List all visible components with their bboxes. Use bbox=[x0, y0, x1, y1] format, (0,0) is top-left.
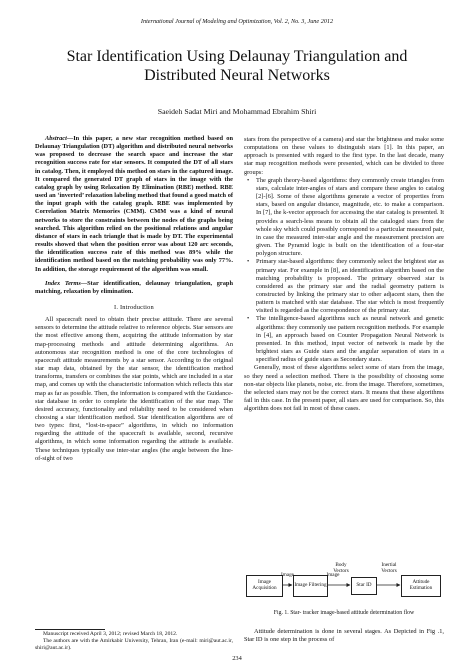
left-column bbox=[35, 135, 233, 463]
abstract-label: Abstract bbox=[45, 135, 67, 142]
right-intro-paragraph: stars from the perspective of a camera) and star the brightness and make some computations on these values to distinguish stars [1]. In this paper, an approach is presented with regard to the first type. In the last decade, many star map recognition methods were presented, which can be divided to three groups: bbox=[244, 136, 444, 176]
index-terms-text: —Star identification, delaunay triangulation, graph matching, relaxation by elimination. bbox=[35, 279, 233, 295]
attitude-estimation-box: Attitude Estimation bbox=[401, 575, 441, 597]
figure-1-flow-diagram bbox=[244, 553, 444, 605]
footnote-received: Manuscript received April 3, 2012; revised March 18, 2012. bbox=[43, 631, 178, 637]
figure-1-caption: Fig. 1. Star- tracker image-based attitude determination flow bbox=[273, 610, 415, 616]
author-line: Saeideh Sadat Miri and Mohammad Ebrahim Shiri bbox=[157, 107, 317, 116]
method-groups-list bbox=[244, 177, 444, 365]
list-item: • Primary star-based algorithms: they commonly select the brightest star as primary star. For example in [8], an identification algorithm based on the matching probability is proposed. The primary observed star is considered as the primary star and the radial geometry pattern is constructed by linking the primary star to other adjacent stars, then the pattern is matched with star database. The star which is most frequently visited is regarded as the correspondence of the primary star. bbox=[244, 258, 444, 315]
star-id-box: Star ID bbox=[351, 577, 377, 595]
arrow-label-image-2: Image bbox=[326, 572, 340, 578]
arrow-label-image-1: Image bbox=[281, 572, 294, 578]
abstract bbox=[35, 135, 233, 274]
list-item: • The graph theory-based algorithms: they commonly create triangles from stars, calculate inter-angles of stars and compare these angles to catalog [2]-[6]. Some of these algorithms generate a vector of properties from stars, based on angular distance, magnitude, etc. to make a comparison. In [7], the k-vector approach for accessing the star catalog is presented. It provides a search-less means to obtain all the cataloged stars from the whole sky which could possibly correspond to a particular measured pair, in case the measured inter-star angle and the measurement precision are given. The Pyramid logic is built on the identification of a four-star polygon structure. bbox=[244, 177, 444, 259]
intro-paragraph: All spacecraft need to obtain their precise attitude. There are several sensors to determine the attitude relative to reference objects. Star sensors are the most effective among them, acquiring the attitude information by star map-processing methods and attitude determining algorithms. An autonomous star recognition method is one of the core technologies of spacecraft attitude measurements by a star sensor. According to the original star map data, obtained by the star sensor, the identification method transforms, transfers or combines the star points, which are included in a star map, and comes up with the characteristic information which reflects this star map as far as possible. Then, the information is compared with the Guidance-star database in order to complete the identification of the star map. The desired accuracy, functionality and reliability need to be considered when choosing a star identification method. Star identification algorithms are of two types: first, “lost-in-space” algorithms, in which no information regarding the attitude of the spacecraft is available, second, recursive algorithms, in which some information regarding the attitude is available. These techniques typically use inter-star angles (the angle between the line-of-sight of two bbox=[35, 316, 233, 462]
abstract-text: —In this paper, a new star recognition method based on Delaunay Triangulation (DT) algorithm and distributed neural networks was proposed to decrease the search space and increase the star recognition success rate for star sensors. It computed the DT of all stars in catalog. Then, it employed this method on stars in the captured image. It compared the generated DT graph of stars in the image with the catalog graph by using Relaxation By Elimination (RBE) method. RBE used an ‘inverted’ relaxation labeling method that found a good match of the input graph with the catalog graph. RBE was implemented by Correlation Matrix Memories (CMM). CMM was a kind of neural networks to store the constraints between the nodes of the graphs being searched. This algorithm relied on the positional relations and angular distance of stars in each triangle that is made by DT. The experimental results showed that when the position error was about 120 arc seconds, the identification success rate of this method was 89% while the identification method based on the matching probability was only 77%. In addition, the storage requirement of the algorithm was small. bbox=[35, 135, 233, 273]
paper-title: Star Identification Using Delaunay Triangulation and Distributed Neural Networks bbox=[66, 48, 408, 84]
right-bottom-paragraph bbox=[244, 628, 444, 644]
journal-header: International Journal of Modeling and Optimization, Vol. 2, No. 3, June 2012 bbox=[140, 18, 334, 25]
right-column bbox=[244, 136, 444, 413]
list-item: • The intelligence-based algorithms such as neural network and genetic algorithms: they commonly use pattern recognition methods. For example in [4], an approach based on Counter Propagation Neural Network is presented. In this method, input vector of network is made by the brightest stars as Guide stars and the angular separation of stars in a specified radius of guide stars as Secondary stars. bbox=[244, 315, 444, 364]
attitude-paragraph: Attitude determination is done in several stages. As Depicted in Fig .1, Star ID is one step in the process of bbox=[244, 628, 444, 644]
image-filtering-box: Image Filtering bbox=[293, 575, 328, 597]
index-terms-label: Index Terms bbox=[45, 279, 81, 287]
arrow-label-body-vectors: Body Vectors bbox=[333, 562, 349, 574]
footnote-affiliation: The authors are with the Amirkabir University, Tehran, Iran (e-mail: miri@aut.ac.ir, shiri@aut.ac.ir). bbox=[35, 638, 233, 651]
image-acquisition-box: Image Acquisition bbox=[246, 575, 283, 597]
footnote-divider bbox=[35, 629, 105, 630]
page-number: 234 bbox=[232, 655, 242, 662]
arrow-label-inertial-vectors: Inertial Vectors bbox=[381, 562, 397, 574]
footnote bbox=[35, 631, 233, 652]
section-heading-introduction: I. Introduction bbox=[114, 303, 154, 311]
index-terms bbox=[35, 280, 233, 296]
right-paragraph-2: Generally, most of these algorithms select some of stars from the image, so they need a selection method. There is the possibility of choosing some non-star objects like planets, noise, etc. from the image. Therefore, sometimes, the selected stars may not be the correct stars. It means that these algorithms fail in this case. In the present paper, all stars are used for comparison. So, this algorithm does not fail in most of these cases. bbox=[244, 364, 445, 413]
